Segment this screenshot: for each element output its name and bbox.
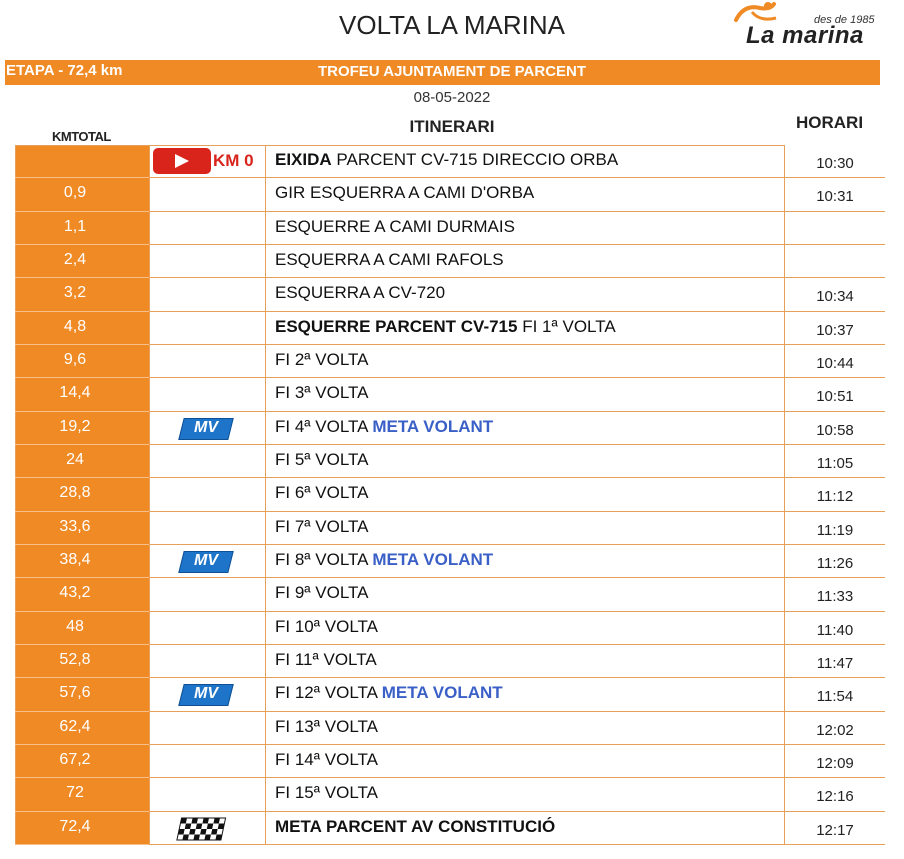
km-value: 33,6	[59, 517, 91, 535]
time-value: 12:09	[816, 754, 854, 772]
meta-volant-icon	[181, 418, 231, 440]
km-value: 0,9	[63, 184, 87, 202]
time-value: 11:40	[816, 621, 854, 639]
km-value: 43,2	[59, 584, 91, 602]
km-value: 28,8	[59, 484, 91, 502]
itinerary-description: FI 4ª VOLTA META VOLANT	[275, 416, 494, 436]
mv-label: MV	[194, 418, 218, 436]
itinerary-description: FI 8ª VOLTA META VOLANT	[275, 549, 494, 569]
page-title: VOLTA LA MARINA	[339, 10, 565, 40]
table-row	[15, 545, 885, 578]
table-row	[15, 778, 885, 811]
km-value: 57,6	[59, 684, 91, 702]
itinerary-description: ESQUERRA A CV-720	[275, 283, 446, 303]
km-value: 4,8	[63, 317, 87, 335]
table-row	[15, 812, 885, 845]
km-value: 62,4	[59, 717, 91, 735]
time-value: 10:31	[816, 188, 854, 206]
time-value: 10:58	[816, 421, 854, 439]
time-value: 11:19	[816, 521, 854, 539]
km-value: 14,4	[59, 384, 91, 402]
table-row	[15, 145, 885, 178]
time-value: 11:33	[816, 588, 854, 606]
km-value: 1,1	[63, 217, 87, 235]
time-value: 11:12	[816, 488, 854, 506]
table-row	[15, 678, 885, 711]
time-value: 10:51	[816, 388, 854, 406]
time-value: 10:37	[816, 321, 854, 339]
itinerary-description: FI 12ª VOLTA META VOLANT	[275, 683, 503, 703]
itinerary-description: META PARCENT AV CONSTITUCIÓ	[275, 816, 556, 836]
time-value: 12:17	[816, 821, 854, 839]
table-row	[15, 378, 885, 411]
table-row	[15, 745, 885, 778]
km-value: 52,8	[59, 650, 91, 668]
logo-since: des de 1985	[814, 14, 875, 26]
table-row	[15, 345, 885, 378]
km-value: 72	[66, 784, 84, 802]
itinerary-description: FI 9ª VOLTA	[275, 583, 369, 603]
time-value: 11:05	[816, 454, 854, 472]
time-value: 11:47	[816, 654, 854, 672]
itinerary-description: EIXIDA PARCENT CV-715 DIRECCIO ORBA	[275, 150, 619, 169]
itinerary-description: ESQUERRE A CAMI DURMAIS	[275, 216, 515, 236]
time-value: 10:34	[816, 288, 854, 306]
table-row	[15, 412, 885, 445]
itinerary-description: FI 6ª VOLTA	[275, 483, 369, 503]
itinerary-description: ESQUERRE PARCENT CV-715 FI 1ª VOLTA	[275, 316, 616, 336]
trofeu-title: TROFEU AJUNTAMENT DE PARCENT	[317, 63, 587, 80]
logo-brand: La marina	[746, 22, 864, 49]
horari-heading: HORARI	[796, 113, 864, 132]
itinerary-description: FI 2ª VOLTA	[275, 349, 369, 369]
time-value: 12:02	[816, 721, 854, 739]
km-value: 67,2	[59, 750, 91, 768]
itinerary-description: FI 3ª VOLTA	[275, 383, 369, 403]
time-value: 11:54	[816, 688, 854, 706]
itinerary-description: ESQUERRA A CAMI RAFOLS	[275, 249, 504, 269]
time-value: 10:30	[816, 155, 854, 172]
itinerary-description: FI 13ª VOLTA	[275, 716, 378, 736]
km-value: 3,2	[63, 284, 87, 302]
youtube-play-icon	[153, 148, 211, 174]
meta-volant-icon	[181, 551, 231, 573]
race-date: 08-05-2022	[413, 89, 491, 106]
table-row	[15, 712, 885, 745]
time-value: 11:26	[816, 554, 854, 572]
table-row	[15, 312, 885, 345]
checkered-flag-icon	[176, 816, 228, 842]
table-row	[15, 212, 885, 245]
itinerary-description: FI 11ª VOLTA	[275, 649, 377, 669]
table-row	[15, 645, 885, 678]
km-value: 48	[66, 617, 84, 635]
itinerary-description: GIR ESQUERRA A CAMI D'ORBA	[275, 183, 535, 203]
stage-label: ETAPA - 72,4 km	[6, 62, 123, 79]
itinerary-description: FI 15ª VOLTA	[275, 783, 378, 803]
table-row	[15, 245, 885, 278]
km-value: 9,6	[63, 350, 87, 368]
km-value: 2,4	[63, 250, 87, 268]
table-row	[15, 178, 885, 211]
time-value: 10:44	[816, 354, 854, 372]
itinerary-description: FI 14ª VOLTA	[275, 749, 378, 769]
mv-label: MV	[194, 551, 218, 569]
table-row	[15, 612, 885, 645]
itinerary-description: FI 7ª VOLTA	[275, 516, 369, 536]
km-value: 72,4	[59, 817, 91, 835]
itinerary-description: FI 10ª VOLTA	[275, 616, 378, 636]
meta-volant-icon	[181, 684, 231, 706]
time-value: 12:16	[816, 788, 854, 806]
itinerari-heading: ITINERARI	[409, 117, 495, 136]
km-value: 19,2	[59, 417, 91, 435]
itinerary-description: FI 5ª VOLTA	[275, 449, 369, 469]
table-row	[15, 445, 885, 478]
km0-label: KM 0	[213, 151, 254, 170]
mv-label: MV	[194, 685, 218, 703]
kmtotal-heading: KMTOTAL	[52, 129, 111, 144]
table-row	[15, 512, 885, 545]
table-row	[15, 478, 885, 511]
la-marina-logo	[730, 0, 880, 50]
km-value: 24	[66, 450, 84, 468]
table-row	[15, 278, 885, 311]
table-row	[15, 578, 885, 611]
km-value: 38,4	[59, 550, 91, 568]
